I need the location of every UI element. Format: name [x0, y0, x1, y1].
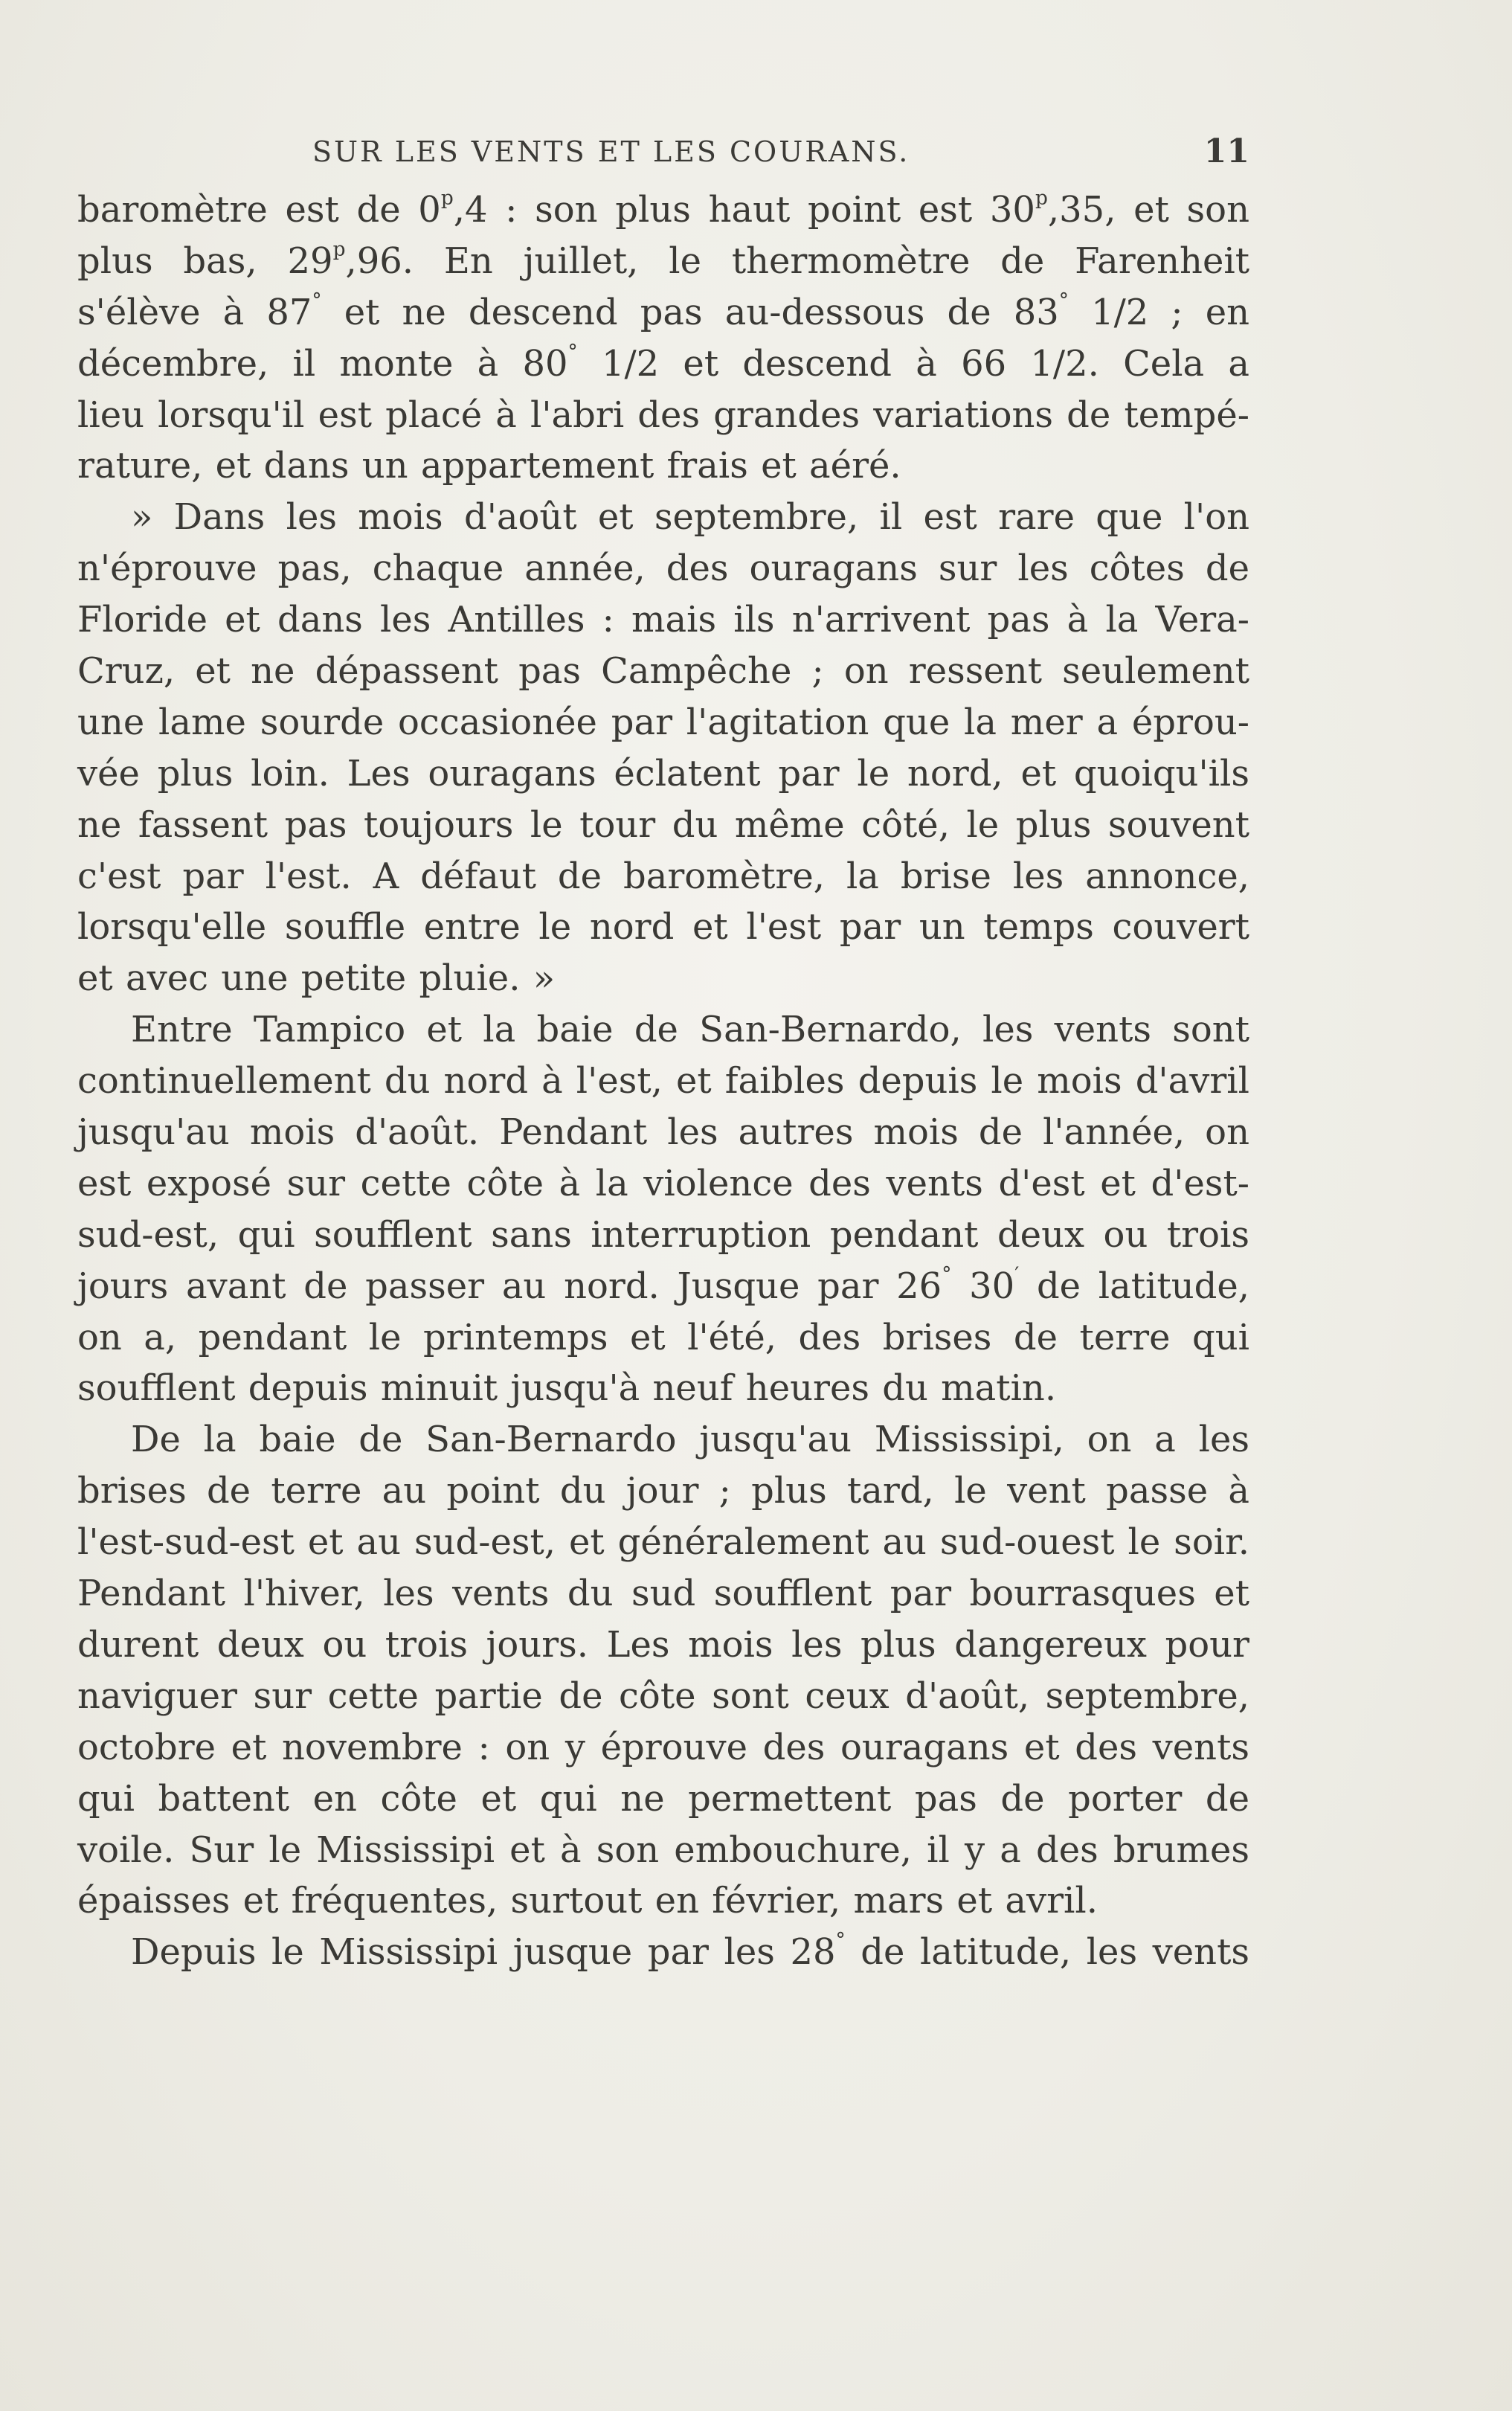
text-segment: on a, pendant le printemps et l'été, des brises de terre qui — [77, 1316, 1249, 1358]
text-line — [77, 594, 1249, 646]
text-line — [77, 697, 1249, 748]
text-segment: et ne descend pas au-dessous de 83 — [321, 291, 1059, 333]
text-line — [77, 1568, 1249, 1619]
text-line — [77, 748, 1249, 800]
superscript-mark: ° — [1058, 289, 1069, 312]
text-segment: jours avant de passer au nord. Jusque par 26 — [77, 1265, 942, 1307]
text-line — [77, 953, 1249, 1004]
text-line — [77, 1004, 1249, 1056]
text-segment: ,4 : son plus haut point est 30 — [453, 189, 1035, 231]
text-segment: ,96. En juillet, le thermomètre de Farenheit — [345, 240, 1249, 282]
text-line — [77, 440, 1249, 492]
superscript-mark: ° — [567, 339, 578, 363]
text-line — [77, 1671, 1249, 1722]
text-segment: est exposé sur cette côte à la violence des vents d'est et d'est- — [77, 1162, 1249, 1204]
text-line — [77, 492, 1249, 543]
text-segment: Cruz, et ne dépassent pas Campêche ; on ressent seulement — [77, 650, 1249, 693]
text-line — [77, 1261, 1249, 1312]
text-segment: l'est-sud-est et au sud-est, et généralement au sud-ouest le soir. — [77, 1521, 1249, 1564]
text-line — [77, 646, 1249, 697]
superscript-mark: ° — [312, 289, 322, 312]
text-segment: s'élève à 87 — [77, 291, 312, 333]
text-line — [77, 1722, 1249, 1773]
text-segment: Entre Tampico et la baie de San-Bernardo, les vents sont — [131, 1009, 1249, 1051]
text-line — [77, 543, 1249, 594]
text-line — [77, 1107, 1249, 1158]
text-line — [77, 184, 1249, 236]
text-segment: octobre et novembre : on y éprouve des ouragans et des vents — [77, 1726, 1249, 1768]
text-segment: Depuis le Mississipi jusque par les 28 — [131, 1931, 836, 1974]
text-line — [77, 1825, 1249, 1876]
text-line — [77, 1210, 1249, 1261]
text-segment: et avec une petite pluie. » — [77, 957, 556, 1000]
text-segment: De la baie de San-Bernardo jusqu'au Mississipi, on a les — [131, 1419, 1249, 1461]
text-segment: » Dans les mois d'août et septembre, il est rare que l'on — [131, 496, 1249, 539]
text-segment: rature, et dans un appartement frais et aéré. — [77, 445, 901, 487]
text-segment: c'est par l'est. A défaut de baromètre, la brise les annonce, — [77, 855, 1249, 897]
text-segment: 30 — [951, 1265, 1015, 1307]
text-segment: jusqu'au mois d'août. Pendant les autres mois de l'année, on — [77, 1111, 1249, 1154]
text-segment: vée plus loin. Les ouragans éclatent par le nord, et quoiqu'ils — [77, 752, 1249, 794]
text-segment: 1/2 ; en — [1068, 291, 1250, 333]
text-line — [77, 338, 1249, 390]
superscript-mark: ° — [942, 1262, 952, 1285]
text-segment: Pendant l'hiver, les vents du sud soufflent par bourrasques et — [77, 1573, 1249, 1615]
text-segment: ne fassent pas toujours le tour du même côté, le plus souvent — [77, 803, 1249, 846]
text-segment: soufflent depuis minuit jusqu'à neuf heures du matin. — [77, 1367, 1057, 1410]
superscript-mark: p — [332, 237, 346, 261]
text-segment: brises de terre au point du jour ; plus tard, le vent passe à — [77, 1470, 1249, 1512]
text-line — [77, 851, 1249, 902]
text-segment: durent deux ou trois jours. Les mois les plus dangereux pour — [77, 1623, 1249, 1666]
text-line — [77, 1875, 1249, 1927]
text-segment: sud-est, qui soufflent sans interruption pendant deux ou trois — [77, 1213, 1249, 1256]
text-line — [77, 1158, 1249, 1210]
text-segment: Floride et dans les Antilles : mais ils n'arrivent pas à la Vera- — [77, 599, 1249, 641]
text-line — [77, 1773, 1249, 1825]
text-segment: qui battent en côte et qui ne permettent pas de porter de — [77, 1777, 1249, 1820]
page-number: 11 — [1203, 132, 1249, 170]
page-header — [77, 126, 1249, 179]
text-segment: décembre, il monte à 80 — [77, 342, 568, 385]
body-text — [77, 184, 1249, 1978]
text-segment: continuellement du nord à l'est, et faibles depuis le mois d'avril — [77, 1060, 1249, 1102]
text-line — [77, 902, 1249, 953]
text-line — [77, 287, 1249, 338]
superscript-mark: ° — [835, 1928, 846, 1952]
text-line — [77, 1414, 1249, 1465]
text-line — [77, 1465, 1249, 1517]
text-segment: lorsqu'elle souffle entre le nord et l'est par un temps couvert — [77, 906, 1249, 948]
running-title: SUR LES VENTS ET LES COURANS. — [312, 135, 910, 168]
text-line — [77, 1927, 1249, 1978]
text-segment: ,35, et son — [1047, 189, 1249, 231]
text-segment: de latitude, — [1019, 1265, 1250, 1307]
text-line — [77, 800, 1249, 851]
superscript-mark: ′ — [1014, 1262, 1020, 1285]
text-segment: plus bas, 29 — [77, 240, 333, 282]
superscript-mark: p — [1035, 186, 1048, 210]
text-segment: de latitude, les vents — [845, 1931, 1249, 1974]
text-line — [77, 1619, 1249, 1671]
text-segment: lieu lorsqu'il est placé à l'abri des grandes variations de tempé- — [77, 394, 1249, 436]
text-segment: 1/2 et descend à 66 1/2. Cela a — [577, 342, 1249, 385]
text-line — [77, 390, 1249, 441]
text-line — [77, 1363, 1249, 1414]
text-segment: naviguer sur cette partie de côte sont ceux d'août, septembre, — [77, 1675, 1249, 1717]
text-segment: n'éprouve pas, chaque année, des ouragans sur les côtes de — [77, 548, 1249, 590]
text-segment: une lame sourde occasionée par l'agitation que la mer a éprou- — [77, 701, 1249, 743]
text-segment: voile. Sur le Mississipi et à son embouchure, il y a des brumes — [77, 1829, 1249, 1871]
text-line — [77, 236, 1249, 287]
superscript-mark: p — [440, 186, 454, 210]
text-line — [77, 1056, 1249, 1107]
text-segment: épaisses et fréquentes, surtout en février, mars et avril. — [77, 1880, 1098, 1922]
text-segment: baromètre est de 0 — [77, 189, 441, 231]
text-line — [77, 1517, 1249, 1568]
text-line — [77, 1312, 1249, 1364]
